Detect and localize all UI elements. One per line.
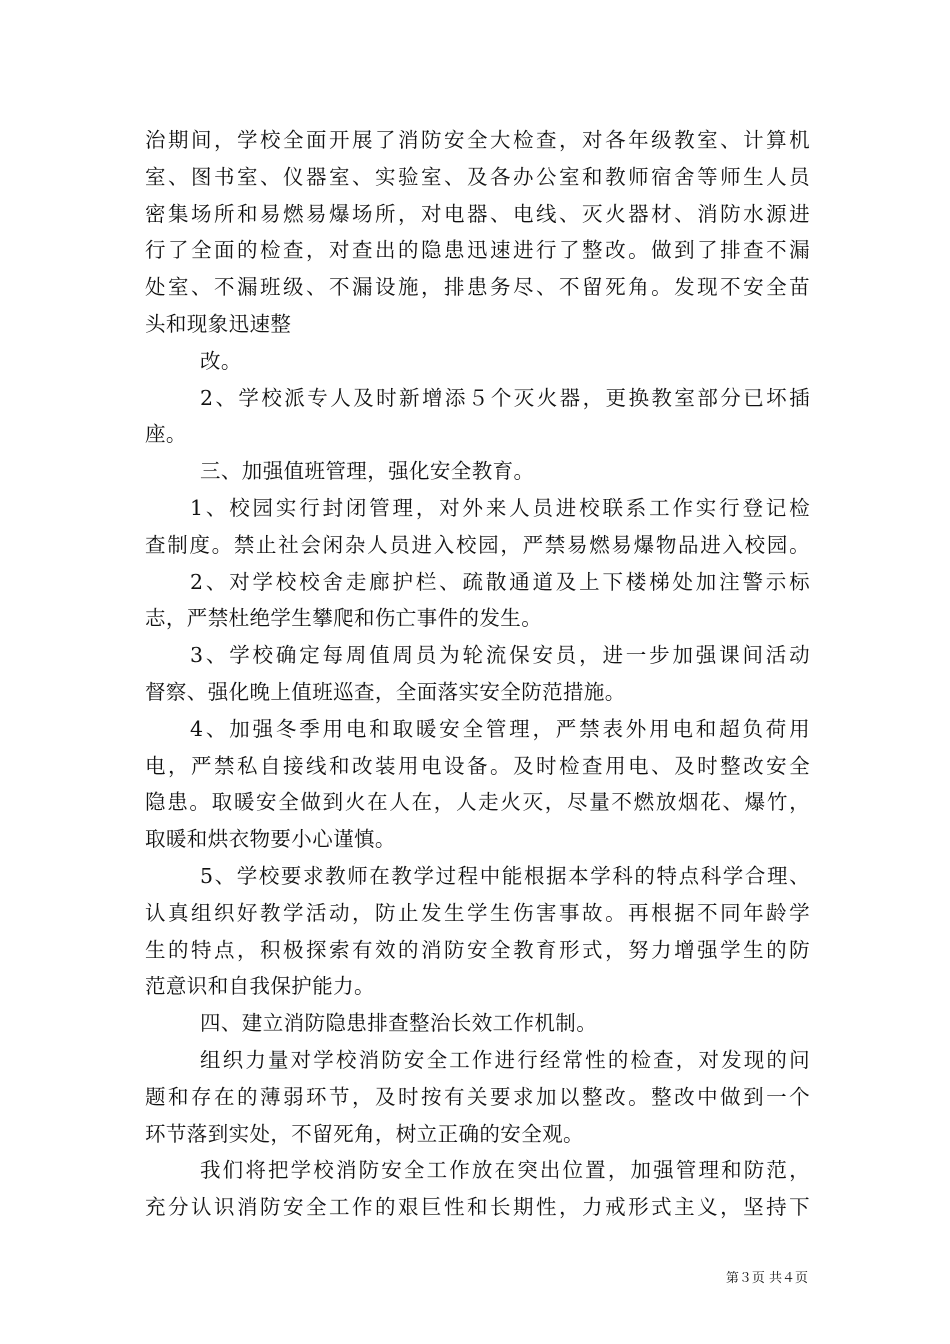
document-body [145, 122, 810, 1226]
text-line: 密集场所和易燃易爆场所，对电器、电线、灭火器材、消防水源进 [145, 201, 810, 226]
section-heading: 四、建立消防隐患排查整治长效工作机制。 [200, 1011, 598, 1036]
text-line: 处室、不漏班级、不漏设施，排患务尽、不留死角。发现不安全苗 [145, 275, 810, 300]
text-line: 行了全面的检查，对查出的隐患迅速进行了整改。做到了排查不漏 [145, 238, 810, 263]
text-line: 4、加强冬季用电和取暖安全管理，严禁表外用电和超负荷用 [190, 716, 810, 741]
text-line: 座。 [145, 422, 187, 447]
text-line: 范意识和自我保护能力。 [145, 974, 375, 999]
text-line: 隐患。取暖安全做到火在人在，人走火灭，尽量不燃放烟花、爆竹， [145, 790, 810, 815]
text-line: 5、学校要求教师在教学过程中能根据本学科的特点科学合理、 [200, 863, 810, 888]
section-heading: 三、加强值班管理，强化安全教育。 [200, 459, 535, 484]
text-line: 电，严禁私自接线和改装用电设备。及时检查用电、及时整改安全 [145, 753, 810, 778]
text-line: 认真组织好教学活动，防止发生学生伤害事故。再根据不同年龄学 [145, 900, 810, 925]
text-line: 查制度。禁止社会闲杂人员进入校园，严禁易燃易爆物品进入校园。 [145, 532, 810, 557]
text-line: 头和现象迅速整 [145, 311, 292, 336]
text-line: 我们将把学校消防安全工作放在突出位置，加强管理和防范， [200, 1158, 810, 1183]
text-line: 充分认识消防安全工作的艰巨性和长期性，力戒形式主义，坚持下 [145, 1195, 810, 1220]
text-line: 室、图书室、仪器室、实验室、及各办公室和教师宿舍等师生人员 [145, 164, 810, 189]
text-line: 题和存在的薄弱环节，及时按有关要求加以整改。整改中做到一个 [145, 1084, 810, 1109]
text-line: 2、学校派专人及时新增添５个灭火器，更换教室部分已坏插 [200, 385, 810, 410]
text-line: 3、学校确定每周值周员为轮流保安员，进一步加强课间活动 [190, 643, 810, 668]
text-line: 治期间，学校全面开展了消防安全大检查，对各年级教室、计算机 [145, 128, 810, 152]
text-line: 生的特点，积极探索有效的消防安全教育形式，努力增强学生的防 [145, 937, 810, 962]
text-line: 督察、强化晚上值班巡查，全面落实安全防范措施。 [145, 679, 626, 704]
text-line: 2、对学校校舍走廊护栏、疏散通道及上下楼梯处加注警示标 [190, 569, 810, 594]
text-line: 组织力量对学校消防安全工作进行经常性的检查，对发现的问 [200, 1047, 810, 1072]
text-line: 环节落到实处，不留死角，树立正确的安全观。 [145, 1121, 584, 1146]
text-line: 志，严禁杜绝学生攀爬和伤亡事件的发生。 [145, 606, 543, 631]
text-line: 改。 [200, 348, 242, 373]
text-line: 取暖和烘衣物要小心谨慎。 [145, 827, 396, 852]
page-number-footer: 第３页 共４页 [725, 1271, 808, 1286]
text-line: 1、校园实行封闭管理，对外来人员进校联系工作实行登记检 [190, 495, 810, 520]
